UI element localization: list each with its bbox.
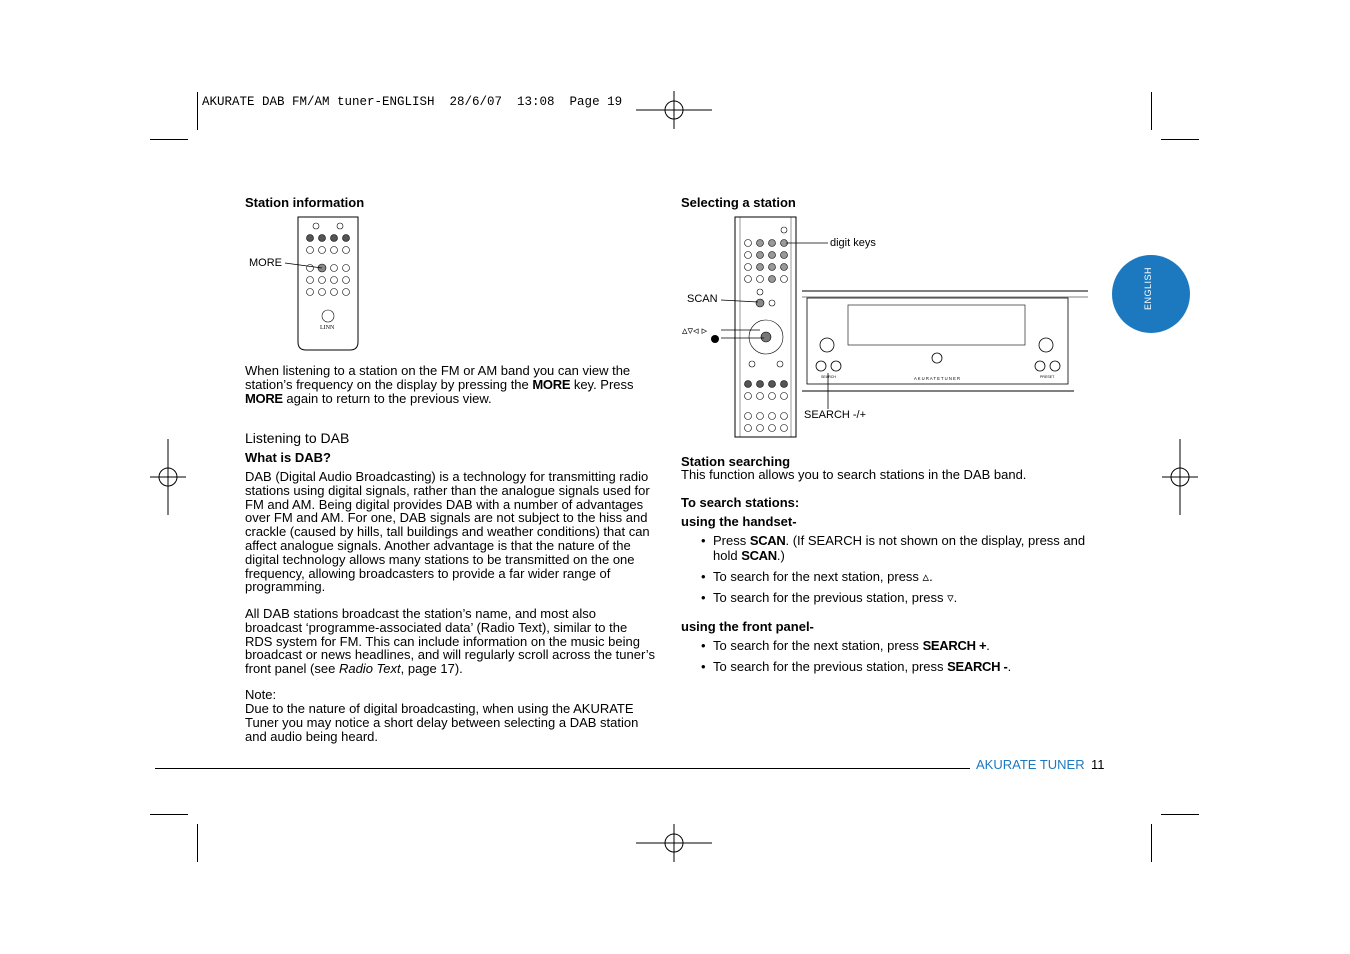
- dab-note-text: Due to the nature of digital broadcasting, when using the AKURATE Tuner you may notice a short delay between selecting a DAB station and audio being heard.: [245, 701, 639, 744]
- panel-left-label: SEARCH: [821, 375, 836, 379]
- front-panel-heading: using the front panel-: [681, 619, 814, 634]
- handset-heading: using the handset-: [681, 514, 797, 529]
- dab-para-1: DAB (Digital Audio Broadcasting) is a technology for transmitting radio stations using digital signals, rather than the analogue signals used for FM and AM. Being digital provides DAB with a number of advantages over FM and AM. For one, DAB signals are not subject to the hiss and crackle (caused by hills, tall buildings and weather conditions) that can affect analogue signals. Another advantage is that the nature of the digital technology allows many stations to be transmitted on the one frequency, allowing broadcasters to provide a far wider range of programming.: [245, 469, 650, 595]
- callout-search: SEARCH -/+: [804, 409, 867, 421]
- remote-and-panel-illustration: [676, 212, 1096, 440]
- footer-rule: [155, 768, 970, 769]
- station-searching-intro: This function allows you to search stations in the DAB band.: [681, 467, 1027, 482]
- list-item: • To search for the next station, press ▵.: [681, 569, 1101, 584]
- remote-illustration: [240, 212, 365, 354]
- list-item: • To search for the previous station, press ▿.: [681, 590, 1101, 605]
- dab-note-label: Note:: [245, 687, 277, 702]
- panel-right-label: PRESET: [1040, 375, 1055, 379]
- callout-digit-keys: digit keys: [830, 237, 876, 249]
- callout-more: MORE: [249, 257, 282, 269]
- callout-scan: SCAN: [687, 293, 718, 305]
- dab-heading: Listening to DAB: [245, 430, 350, 446]
- station-info-heading: Station information: [245, 195, 365, 210]
- selecting-heading: Selecting a station: [681, 195, 796, 210]
- handset-steps: [681, 533, 1101, 611]
- station-searching-heading: Station searching: [681, 454, 791, 469]
- front-panel-steps: [681, 638, 1101, 680]
- list-item: • To search for the next station, press SEARCH +.: [681, 638, 1101, 653]
- language-tab: [1112, 255, 1190, 333]
- print-slug: AKURATE DAB FM/AM tuner-ENGLISH 28/6/07 13:08 Page 19: [202, 95, 623, 109]
- callout-arrows: ▵▿◃ ▹: [682, 325, 708, 337]
- list-item: • To search for the previous station, press SEARCH -.: [681, 659, 1101, 674]
- page-number: 11: [1091, 757, 1105, 772]
- to-search-heading: To search stations:: [681, 495, 800, 510]
- dab-para-2: All DAB stations broadcast the station’s name, and most also broadcast ‘programme-associated data’ (Radio Text), similar to the RDS system for FM. This can include information on the music being broadcast or news headlines, and will regularly scroll across the tuner’s front panel (see Radio Text, page 17).: [245, 606, 655, 677]
- remote-brand: LINN: [320, 325, 335, 331]
- dab-subheading: What is DAB?: [245, 450, 331, 465]
- language-tab-label: ENGLISH: [1143, 266, 1153, 310]
- list-item: • Press SCAN. (If SEARCH is not shown on the display, press and hold SCAN.): [681, 533, 1101, 563]
- station-info-body: When listening to a station on the FM or AM band you can view the station’s frequency on the display by pressing the MORE key. Press MORE again to return to the previous view.: [245, 363, 634, 406]
- panel-brand: A K U R A T E T U N E R: [914, 376, 961, 381]
- footer-title: AKURATE TUNER: [976, 757, 1085, 772]
